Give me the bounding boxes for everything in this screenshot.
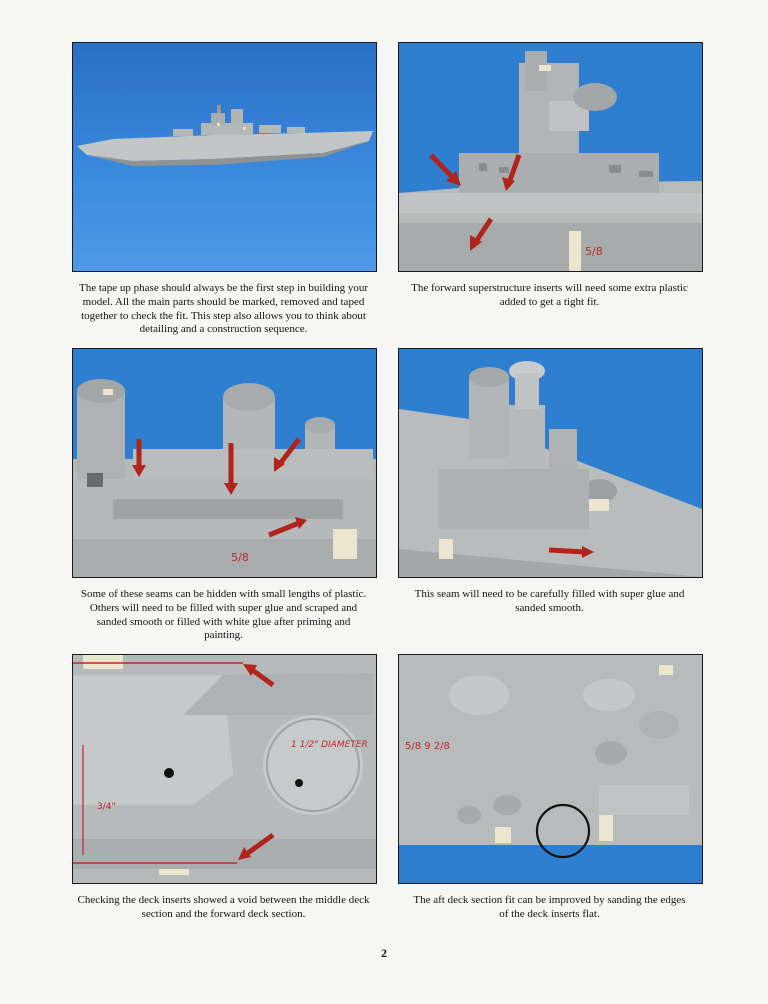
photo-superstructure-seams (72, 348, 377, 578)
page-number: 2 (381, 946, 387, 960)
caption-photo-2: The forward superstructure inserts will need some extra plastic added to get a tight fit. (411, 282, 688, 308)
marker-annotation-small: 3/4" (97, 802, 116, 812)
marker-annotation: 1 1/2" DIAMETER (291, 740, 368, 750)
caption-photo-6: The aft deck section fit can be improved by sanding the edges of the deck inserts flat. (413, 894, 686, 920)
superstructure-image (399, 43, 702, 271)
hull-image (73, 43, 376, 271)
photo-deck-inserts (72, 654, 377, 884)
deck-image (73, 655, 376, 883)
seam-image (399, 349, 702, 577)
caption-photo-4: This seam will need to be carefully filled with super glue and sanded smooth. (414, 588, 685, 614)
marker-annotation: 5/8 9 2/8 (405, 741, 450, 752)
photo-forward-superstructure (398, 42, 703, 272)
photo-aft-deck-section (398, 654, 703, 884)
caption-photo-1: The tape up phase should always be the first step in building your model. All the main parts should be marked, removed and taped together to check the fit. This step also allows you to think about detailing and a construction sequence. (79, 282, 368, 336)
marker-annotation: 5/8 (585, 245, 603, 258)
caption-photo-3: Some of these seams can be hidden with small lengths of plastic. Others will need to be filled with super glue and scraped and sanded smooth or filled with white glue after priming and painting. (80, 588, 367, 642)
photo-full-hull-tape-up (72, 42, 377, 272)
aft-deck-image (399, 655, 702, 883)
photo-seam-to-fill (398, 348, 703, 578)
marker-annotation: 5/8 (231, 551, 249, 564)
seams-image (73, 349, 376, 577)
caption-photo-5: Checking the deck inserts showed a void between the middle deck section and the forward deck section. (77, 894, 370, 920)
